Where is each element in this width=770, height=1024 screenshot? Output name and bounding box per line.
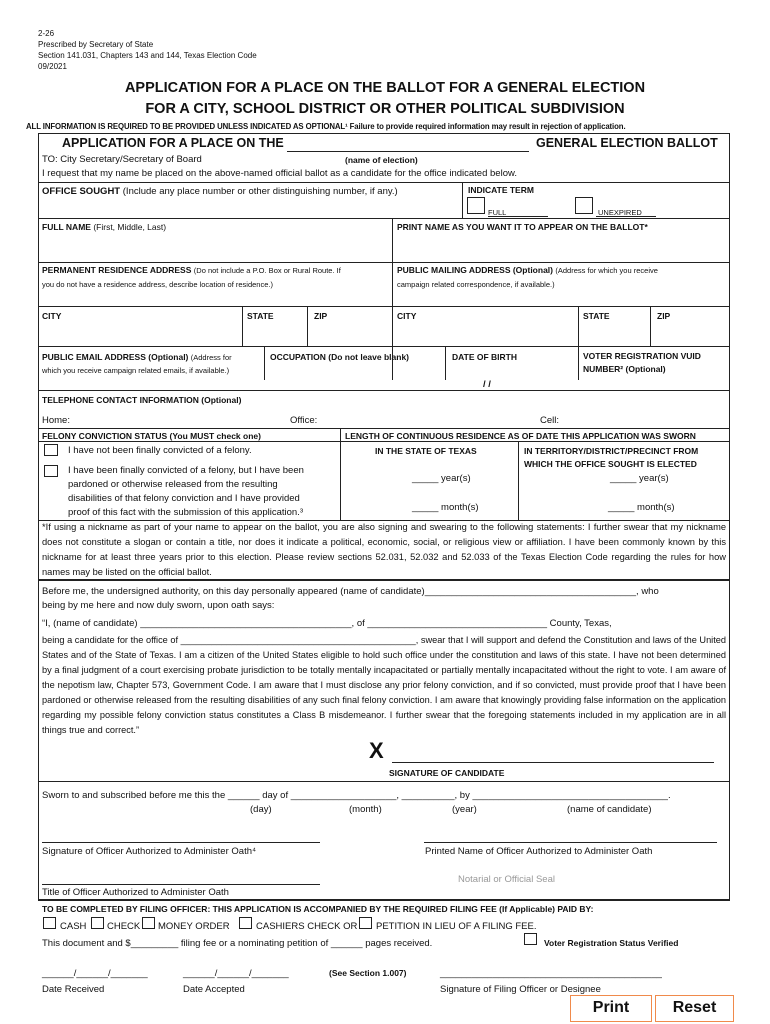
mail-zip-label: ZIP xyxy=(657,311,671,321)
notary-seal-label: Notarial or Official Seal xyxy=(458,874,555,885)
home-label: Home: xyxy=(42,415,70,426)
before-me-text: Before me, the undersigned authority, on this day personally appeared (name of candidate)________________________________________, who xyxy=(42,586,659,597)
felony-yes-checkbox[interactable] xyxy=(44,465,58,477)
territory-years[interactable]: _____ year(s) xyxy=(610,473,669,484)
officer-title-line[interactable] xyxy=(42,884,320,885)
in-territory-line2: WHICH THE OFFICE SOUGHT IS ELECTED xyxy=(524,459,697,469)
dob-label: DATE OF BIRTH xyxy=(452,352,518,362)
cash-checkbox[interactable] xyxy=(43,917,56,929)
mailing-label: PUBLIC MAILING ADDRESS (Optional) (Address for which you receive xyxy=(397,265,658,275)
revision-date: 09/2021 xyxy=(38,62,67,71)
officer-printed-label: Printed Name of Officer Authorized to Administer Oath xyxy=(425,846,653,857)
phone-label: TELEPHONE CONTACT INFORMATION (Optional) xyxy=(42,395,242,405)
indicate-term-label: INDICATE TERM xyxy=(468,185,534,195)
felony-no-checkbox[interactable] xyxy=(44,444,58,456)
filing-signature-label: Signature of Filing Officer or Designee xyxy=(440,984,601,995)
unexpired-term-checkbox[interactable] xyxy=(575,197,593,214)
voter-status-checkbox[interactable] xyxy=(524,933,537,945)
to-line: TO: City Secretary/Secretary of Board xyxy=(42,154,202,165)
cash-label: CASH xyxy=(60,921,87,932)
mail-city-label: CITY xyxy=(397,311,417,321)
title-line-2: FOR A CITY, SCHOOL DISTRICT OR OTHER POLITICAL SUBDIVISION xyxy=(145,101,625,117)
required-notice: ALL INFORMATION IS REQUIRED TO BE PROVIDED UNLESS INDICATED AS OPTIONAL¹ Failure to provide required information may result in rejection of application. xyxy=(26,122,626,131)
i-name-text: “I, (name of candidate) ________________________________________, of __________________________________ County, Texas, xyxy=(42,618,612,629)
office-sought-label: OFFICE SOUGHT (Include any place number or other distinguishing number, if any.) xyxy=(42,186,398,197)
money-order-label: MONEY ORDER xyxy=(158,921,230,932)
election-name-field[interactable] xyxy=(287,151,529,152)
candidate-signature-line[interactable] xyxy=(392,762,714,763)
name-candidate-label: (name of candidate) xyxy=(567,804,652,815)
officer-title-label: Title of Officer Authorized to Administer Oath xyxy=(42,887,229,898)
petition-label: PETITION IN LIEU OF A FILING FEE. xyxy=(376,921,537,932)
signature-x: X xyxy=(369,738,384,763)
petition-checkbox[interactable] xyxy=(359,917,372,929)
section-text: Section 141.031, Chapters 143 and 144, Texas Election Code xyxy=(38,51,257,60)
email-hint: which you receive campaign related emails, if available.) xyxy=(42,366,230,375)
form-header xyxy=(38,28,257,72)
sworn-text: being by me here and now duly sworn, upon oath says: xyxy=(42,600,275,611)
form-number: 2-26 xyxy=(38,29,55,38)
reset-button[interactable]: Reset xyxy=(655,995,734,1022)
perm-res-label: PERMANENT RESIDENCE ADDRESS (Do not include a P.O. Box or Rural Route. If xyxy=(42,265,341,275)
print-button[interactable]: Print xyxy=(570,995,652,1022)
oath-body: being a candidate for the office of ______________________________________________, swear that I will support and defend the Constitution and laws of the United States and of the State of Texas. I am a citizen of the United States eligible to hold such office under the constitution and laws of this state. I have not been determined by a final judgment of a court exercising probate jurisdiction to be totally mentally incapacitated or partially mentally incapacitated without the right to vote. I am aware of the nepotism law, Chapter 573, Government Code. I am aware that I must disclose any prior felony conviction, and if so convicted, must provide proof that I have been pardoned or otherwise released from the resulting disabilities of any such final felony conviction. I am aware that knowingly providing false information on the application regarding my possible felony conviction status constitutes a Class B misdemeanor. I further swear that the foregoing statements included in my application are in all things true and correct.” xyxy=(42,635,726,735)
year-label: (year) xyxy=(452,804,477,815)
cashiers-checkbox[interactable] xyxy=(239,917,252,929)
filing-header: TO BE COMPLETED BY FILING OFFICER: THIS APPLICATION IS ACCOMPANIED BY THE REQUIRED FILING FEE (If Applicable) PAID BY: xyxy=(42,904,594,914)
mailing-hint: campaign related correspondence, if available.) xyxy=(397,280,555,289)
officer-printed-name-line[interactable] xyxy=(424,842,717,843)
check-label: CHECK xyxy=(107,921,141,932)
full-name-label: FULL NAME (First, Middle, Last) xyxy=(42,222,167,232)
office-label: Office: xyxy=(290,415,318,426)
sworn-subscribed-text: Sworn to and subscribed before me this the ______ day of ____________________, __________, by _____________________________________. xyxy=(42,790,671,801)
filing-signature-field[interactable]: __________________________________________ xyxy=(440,968,662,979)
title-line-1: APPLICATION FOR A PLACE ON THE BALLOT FOR A GENERAL ELECTION xyxy=(124,80,646,96)
document-line: This document and $_________ filing fee or a nominating petition of ______ pages received. xyxy=(42,938,433,949)
cashiers-label: CASHIERS CHECK OR xyxy=(256,921,358,932)
check-checkbox[interactable] xyxy=(91,917,104,929)
felony-yes-line4: proof of this fact with the submission of this application.³ xyxy=(68,507,303,518)
length-res-label: LENGTH OF CONTINUOUS RESIDENCE AS OF DATE THIS APPLICATION WAS SWORN xyxy=(345,431,696,441)
cell-label: Cell: xyxy=(540,415,560,426)
officer-signature-line[interactable] xyxy=(42,842,320,843)
full-term-label: FULL xyxy=(488,208,507,217)
signature-candidate-label: SIGNATURE OF CANDIDATE xyxy=(389,768,505,778)
month-label: (month) xyxy=(349,804,382,815)
prescribed-text: Prescribed by Secretary of State xyxy=(38,40,154,49)
print-name-label: PRINT NAME AS YOU WANT IT TO APPEAR ON THE BALLOT* xyxy=(397,222,648,232)
app-place-right: GENERAL ELECTION BALLOT xyxy=(536,136,718,150)
felony-yes-line3: disabilities of that felony conviction and I have provided xyxy=(68,493,300,504)
date-accepted-label: Date Accepted xyxy=(183,984,245,995)
request-text: I request that my name be placed on the above-named official ballot as a candidate for the office indicated below. xyxy=(42,168,517,179)
voter-status-label: Voter Registration Status Verified xyxy=(544,938,679,948)
state-label: STATE xyxy=(247,311,274,321)
perm-res-hint: you do not have a residence address, describe location of residence.) xyxy=(42,280,273,289)
dob-slashes: / / xyxy=(483,379,491,390)
city-label: CITY xyxy=(42,311,62,321)
date-received-field[interactable]: ______/______/_______ xyxy=(42,968,148,979)
in-territory-line1: IN TERRITORY/DISTRICT/PRECINCT FROM xyxy=(524,446,699,456)
email-label: PUBLIC EMAIL ADDRESS (Optional) (Address for xyxy=(42,352,232,362)
date-received-label: Date Received xyxy=(42,984,105,995)
zip-label: ZIP xyxy=(314,311,328,321)
in-texas-label: IN THE STATE OF TEXAS xyxy=(375,446,477,456)
vuid-label-1: VOTER REGISTRATION VUID xyxy=(583,351,701,361)
felony-yes-line2: pardoned or otherwise released from the resulting xyxy=(68,479,278,490)
felony-yes-line1: I have been finally convicted of a felony, but I have been xyxy=(68,465,304,476)
occupation-label: OCCUPATION (Do not leave blank) xyxy=(270,352,410,362)
date-accepted-field[interactable]: ______/______/_______ xyxy=(183,968,289,979)
app-place-left: APPLICATION FOR A PLACE ON THE xyxy=(62,136,284,150)
officer-signature-label: Signature of Officer Authorized to Administer Oath⁴ xyxy=(42,846,257,857)
felony-no-label: I have not been finally convicted of a felony. xyxy=(68,445,252,456)
nickname-statement: *If using a nickname as part of your name to appear on the ballot, you are also signing and swearing to the following statements: I further swear that my nickname does not constitute a slogan or contain a title, nor does it indicate a political, economic, social, or religious view or affiliation. I have been commonly known by this nickname for at least three years prior to this election. Please review sections 52.031, 52.032 and 52.033 of the Texas Election Code regarding the rules for how names may be listed on the official ballot. xyxy=(42,522,726,577)
mail-state-label: STATE xyxy=(583,311,610,321)
felony-status-label: FELONY CONVICTION STATUS (You MUST check one) xyxy=(42,431,261,441)
full-term-checkbox[interactable] xyxy=(467,197,485,214)
vuid-label-2: NUMBER² (Optional) xyxy=(583,364,666,374)
see-section-label: (See Section 1.007) xyxy=(329,968,407,978)
day-label: (day) xyxy=(250,804,272,815)
texas-years[interactable]: _____ year(s) xyxy=(412,473,471,484)
territory-months[interactable]: _____ month(s) xyxy=(608,502,675,513)
name-of-election-label: (name of election) xyxy=(345,155,418,165)
texas-months[interactable]: _____ month(s) xyxy=(412,502,479,513)
unexpired-term-label: UNEXPIRED xyxy=(598,208,642,217)
money-order-checkbox[interactable] xyxy=(142,917,155,929)
